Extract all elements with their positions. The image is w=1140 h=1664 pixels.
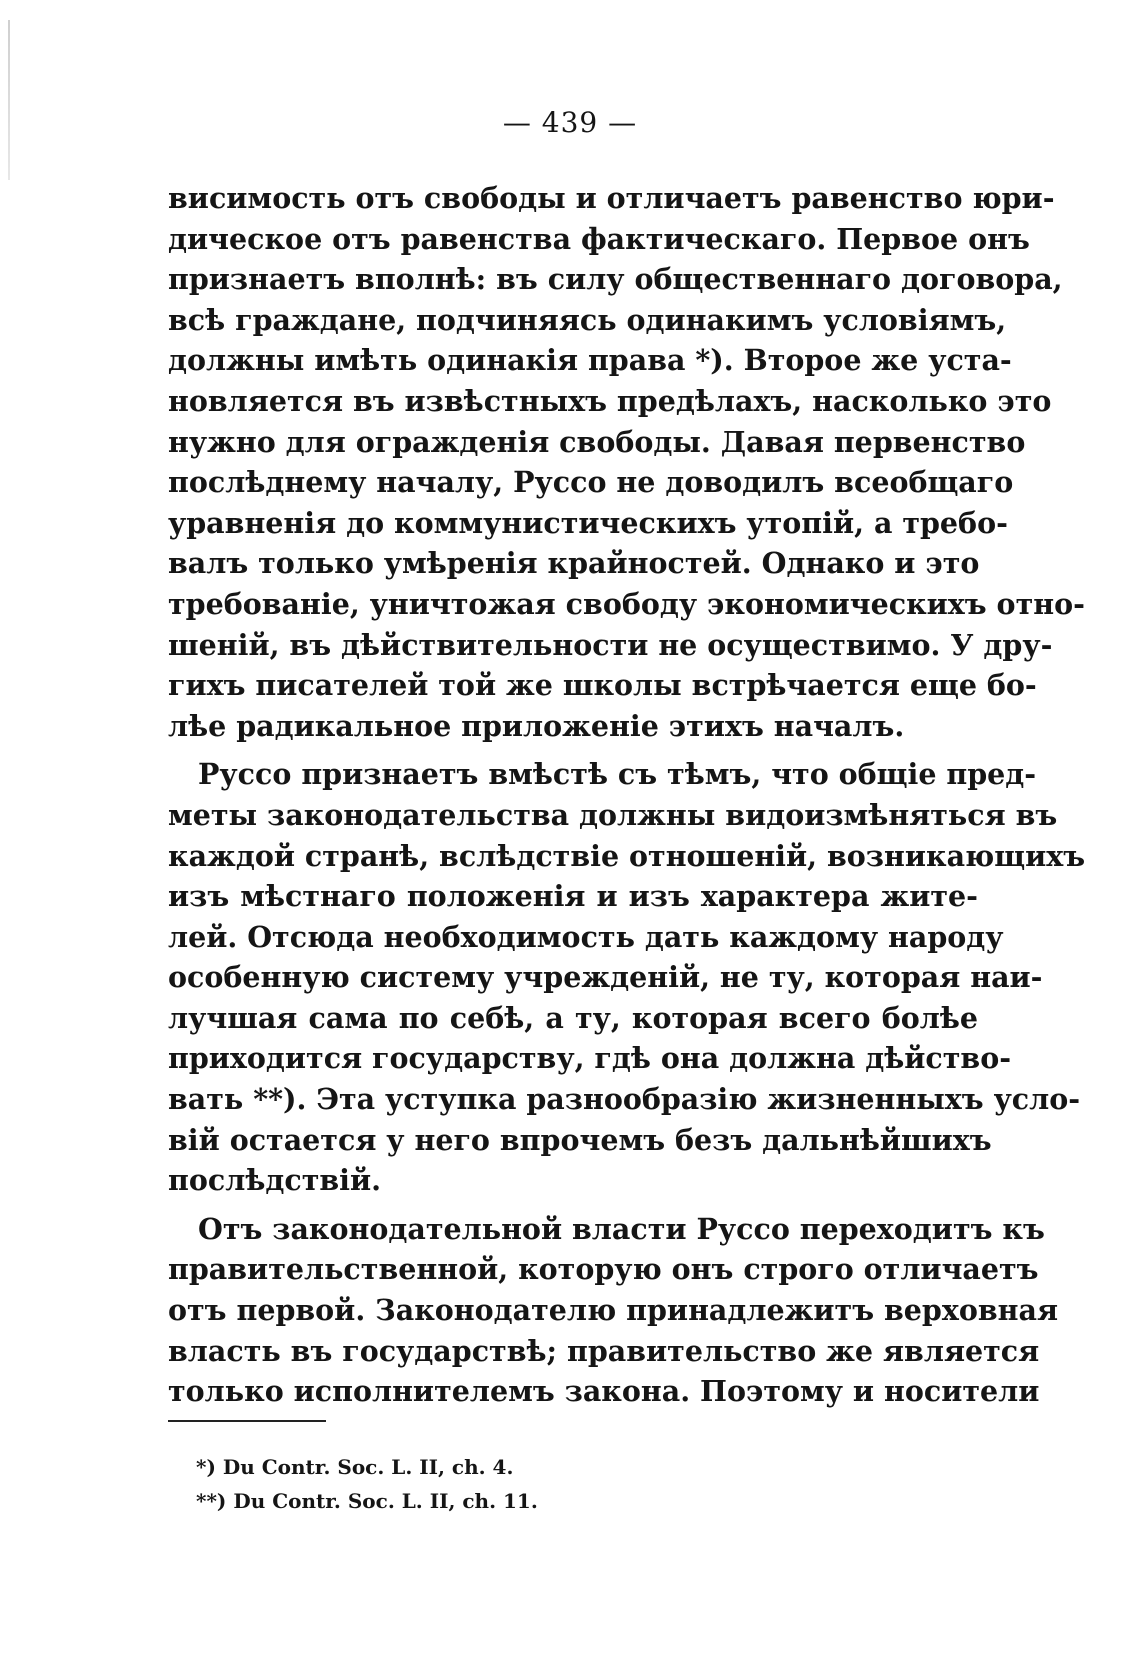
text-line: лучшая сама по себѣ, а ту, которая всего болѣе <box>168 1000 978 1035</box>
text-line: всѣ граждане, подчиняясь одинакимъ условіямъ, <box>168 302 1007 337</box>
text-line: нужно для огражденія свободы. Давая первенство <box>168 424 1026 459</box>
text-line: лѣе радикальное приложеніе этихъ началъ. <box>168 708 905 743</box>
text-line: послѣднему началу, Руссо не доводилъ всеобщаго <box>168 465 1014 500</box>
text-line: каждой странѣ, вслѣдствіе отношеній, возникающихъ <box>168 838 1086 873</box>
text-line: уравненія до коммунистическихъ утопій, а требо- <box>168 505 1008 540</box>
text-line: меты законодательства должны видоизмѣняться въ <box>168 797 1058 832</box>
text-line: изъ мѣстнаго положенія и изъ характера жите- <box>168 879 978 914</box>
text-line: гихъ писателей той же школы встрѣчается еще бо- <box>168 668 1037 703</box>
text-line: дическое отъ равенства фактическаго. Первое онъ <box>168 221 1030 256</box>
text-line: висимость отъ свободы и отличаетъ равенство юри- <box>168 181 1055 215</box>
text-line: валъ только умѣренія крайностей. Однако и это <box>168 546 980 581</box>
footnotes <box>196 1450 538 1518</box>
text-line: Отъ законодательной власти Руссо переходитъ къ <box>198 1211 1045 1246</box>
text-line: Руссо признаетъ вмѣстѣ съ тѣмъ, что общіе пред- <box>198 757 1037 792</box>
text-line: требованіе, уничтожая свободу экономическихъ отно- <box>168 586 1085 621</box>
text-line: особенную систему учрежденій, не ту, которая наи- <box>168 960 1043 995</box>
text-line: послѣдствій. <box>168 1163 382 1198</box>
paragraph-2 <box>168 754 1086 1201</box>
text-line: власть въ государствѣ; правительство же является <box>168 1333 1040 1368</box>
text-line: только исполнителемъ закона. Поэтому и носители <box>168 1374 1040 1409</box>
text-line: вать **). Эта уступка разнообразію жизненныхъ усло- <box>168 1082 1081 1117</box>
footnote-1: *) Du Contr. Soc. L. II, ch. 4. <box>196 1455 514 1479</box>
footnote-divider <box>168 1420 326 1422</box>
scan-edge-mark <box>8 20 10 180</box>
paragraph-1 <box>168 178 1085 746</box>
text-line: лей. Отсюда необходимость дать каждому народу <box>168 919 1004 954</box>
text-line: вій остается у него впрочемъ безъ дальнѣйшихъ <box>168 1122 992 1157</box>
body-text <box>168 178 1086 1412</box>
text-line: шеній, въ дѣйствительности не осуществимо. У дру- <box>168 627 1053 662</box>
text-line: отъ первой. Законодателю принадлежитъ верховная <box>168 1293 1059 1328</box>
paragraph-3 <box>168 1209 1059 1412</box>
text-line: признаетъ вполнѣ: въ силу общественнаго договора, <box>168 262 1063 297</box>
text-line: правительственной, которую онъ строго отличаетъ <box>168 1252 1039 1287</box>
text-line: приходится государству, гдѣ она должна дѣйство- <box>168 1041 1012 1076</box>
text-line: новляется въ извѣстныхъ предѣлахъ, насколько это <box>168 383 1052 418</box>
page-number: — 439 — <box>502 106 638 139</box>
text-line: должны имѣть одинакія права *). Второе же уста- <box>168 343 1012 378</box>
footnote-2: **) Du Contr. Soc. L. II, ch. 11. <box>196 1489 538 1513</box>
